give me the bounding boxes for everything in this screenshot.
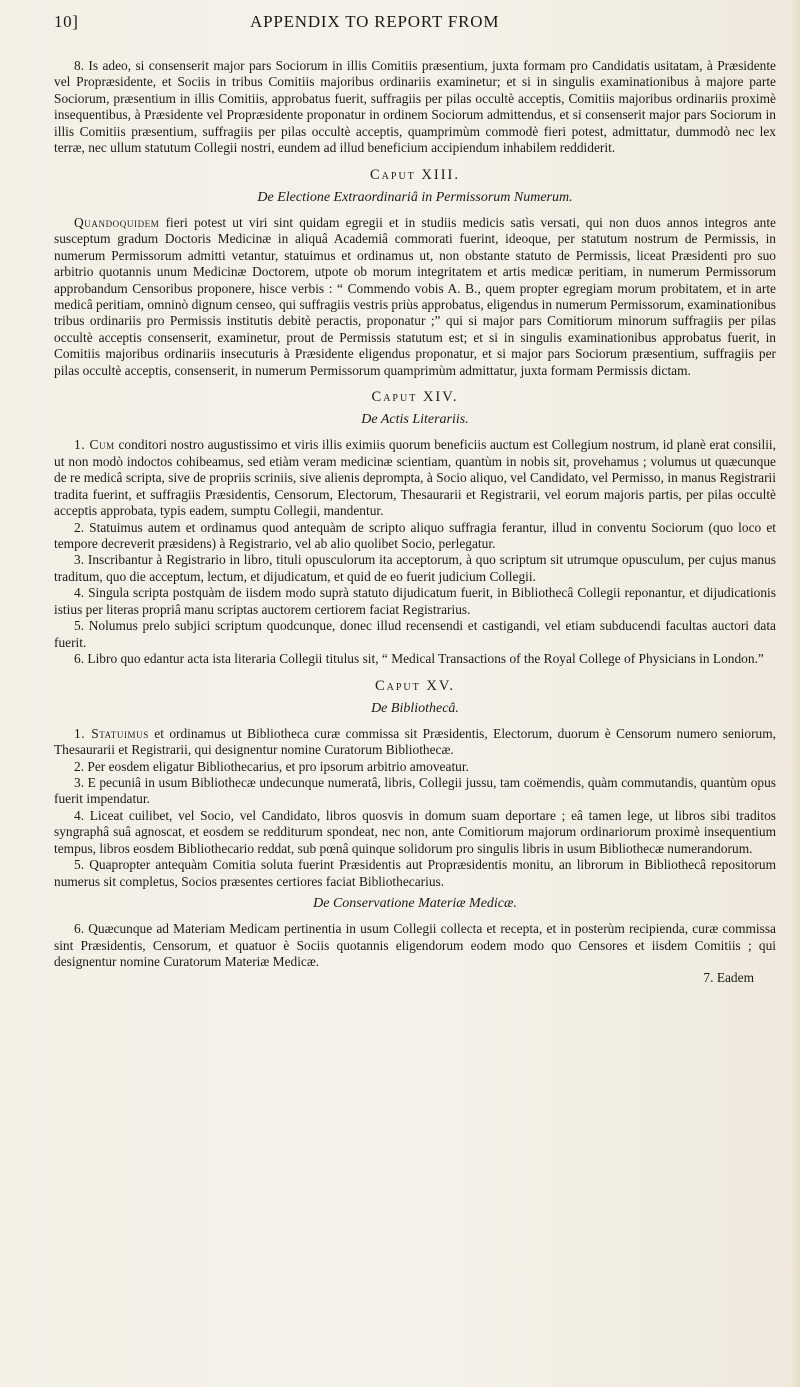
- chapter-heading: Caput XV.: [374, 677, 456, 694]
- chapter-15: [54, 678, 776, 891]
- page-edge-shadow: [790, 0, 800, 1387]
- paragraph: [54, 726, 776, 759]
- paragraph: 2. Per eosdem eligatur Bibliothecarius, et pro ipsorum arbitrio amoveatur.: [74, 758, 469, 774]
- paragraph-lead: Quandoquidem: [74, 214, 160, 230]
- paragraph: 4. Liceat cuilibet, vel Socio, vel Candidato, libros quosvis in domum suam deportare ; eâ tamen lege, ut libros sibi traditos syngraphâ suâ agnoscat, et eosdem se redditurum spondeat, nec non, ante Comitiorum majorum ordinariorum proximè insequentium tempus, libros eosdem Bibliothecario reddat, sub pœnâ quinque solidorum pro singulis libris in usum Bibliothecæ numerandorum.: [54, 807, 776, 856]
- page-number: 10]: [54, 12, 79, 31]
- paragraph: 3. Inscribantur à Registrario in libro, tituli opusculorum ita acceptorum, à quo scriptum sit utrumque opusculum, per cujus manus traditum, quo die acceptum, lectum, et dijudicatum, et quid de eo fuerit judicium Collegii.: [54, 552, 776, 584]
- paragraph: 5. Nolumus prelo subjici scriptum quodcunque, donec illud recensendi et castigandi, vel etiam subducendi facultas auctori data fuerit.: [54, 618, 776, 650]
- paragraph-lead: 1. Cum: [74, 437, 115, 453]
- paragraph: 5. Quapropter antequàm Comitia soluta fuerint Præsidentis aut Propræsidentis monitu, an librorum in Bibliothecâ repositorum numerus sit completus, Socios præsentes certiores faciat Bibliothecarius.: [54, 857, 776, 889]
- paragraph: 3. E pecuniâ in usum Bibliothecæ undecunque numeratâ, libris, Collegii jussu, tam coëmendis, quàm commutandis, quantùm opus fuerit impendatur.: [54, 774, 776, 807]
- section-materia-medica: [54, 896, 776, 970]
- running-title: APPENDIX TO REPORT FROM: [250, 12, 500, 31]
- chapter-subtitle: De Electione Extraordinariâ in Permissorum Numerum.: [257, 189, 573, 205]
- paragraph-text: conditori nostro augustissimo et viris illis eximiis quorum beneficiis auctum est Collegium nostrum, id planè erat consilii, ut non modò indoctos cohibeamus, sed etiàm veram medicinæ scientiam, quantùm in nobis sit, provehamus ; volumus ut quæcunque de re medicâ scripta, sive de propriis scriniis, sive alienis deprompta, à Socio aliquo, vel Candidato, vel Permisso, in manus Registrarii tradita fuerint, et suffragiis Præsidentis, Censorum, Electorum, Thesaurarii et Registrarii, vel eorum majoris partis, per pilas occultè acceptis approbata, typis eadem, sumptu Collegii, mandentur.: [54, 437, 776, 519]
- section-8-paragraph: 8. Is adeo, si consenserit major pars Sociorum in illis Comitiis præsentium, juxta formam pro Candidatis usitatam, à Præsidente vel Propræsidente, et Sociis in tribus Comitiis majoribus ordinariis examinetur; et si in singulis examinationibus à majore parte Sociorum, præsentium in illis Comitiis, approbatus fuerit, suffragiis per pilas occultè acceptis, Comitiis majoribus ordinariis proximè insequentibus, à Præsidente vel Propræsidente proponatur in ordinem Sociorum admittendus, et si consenserit major pars Sociorum in illis Comitiis præsentium, suffragiis per pilas occultè acceptis, quamprimùm commodè fieri potest, admittatur, dummodò nec lex terræ, nec ullum statutum Collegii nostri, eundem ad illud beneficium accipiendum inhabilem reddiderit.: [54, 58, 776, 156]
- paragraph-lead: 1. Statuimus: [74, 725, 149, 741]
- chapter-subtitle: De Actis Literariis.: [361, 412, 469, 428]
- paragraph: 6. Libro quo edantur acta ista literaria Collegii titulus sit, “ Medical Transactions of the Royal College of Physicians in London.”: [74, 651, 764, 667]
- section-subtitle: De Conservatione Materiæ Medicæ.: [313, 896, 517, 912]
- chapter-subtitle: De Bibliothecâ.: [371, 700, 459, 716]
- chapter-heading: Caput XIV.: [371, 389, 459, 406]
- paragraph: 4. Singula scripta postquàm de iisdem modo suprà statuto dijudicatum fuerit, in Bibliothecâ Collegii reponantur, et dijudicationis istius per literas propriâ manu scriptas auctorem certiorem faciat Registrarius.: [54, 585, 776, 617]
- paragraph: [54, 437, 776, 519]
- paragraph: 6. Quæcunque ad Materiam Medicam pertinentia in usum Collegii collecta et recepta, et in posterùm recipienda, curæ commissa sint Præsidentis, Censorum, et quatuor è Sociis quotannis eligendorum eodem modo quo Censores et iisdem Comitiis ; qui designentur nomine Curatorum Materiæ Medicæ.: [54, 921, 776, 970]
- paragraph-text: et ordinamus ut Bibliotheca curæ commissa sit Præsidentis, Electorum, duorum è Censorum numero seniorum, Thesaurarii et Registrarii, qui designentur nomine Curatorum Bibliothecæ.: [54, 725, 776, 758]
- chapter-14: [54, 389, 776, 667]
- catchword: 7. Eadem: [703, 970, 754, 986]
- paragraph: 2. Statuimus autem et ordinamus quod antequàm de scripto aliquo suffragia ferantur, illud in conventu Sociorum (quo loco et tempore decreverit præsidens) à Registrario, vel ab alio quolibet Socio, perlegatur.: [54, 519, 776, 551]
- paragraph: [54, 215, 776, 380]
- running-head: [54, 12, 776, 58]
- paragraph-text: fieri potest ut viri sint quidam egregii et in studiis medicis satìs versati, qui non duos annos integros ante susceptum gradum Doctoris Medicinæ in aliquâ Academiâ commorati fuerint, ideoque, per statutum nostrum de Permissis, in numerum Permissorum admitti vetantur, statuimus et ordinamus ut, non obstante statuto de Permissis, liceat Præsidenti pro suo arbitrio quotannis unum Medicinæ Doctorem, utpote ob morum integritatem et artis medicæ peritiam, in numerum Permissorum approbandum Censoribus proponere, hisce verbis : “ Commendo vobis A. B., quem propter egregiam morum probitatem, et in arte medicâ peritiam, omninò dignum censeo, qui suffragiis vestris priùs approbatus, eligendus in numerum Permissorum, examinationibus tribus ordinariis pro Permissis institutis debitè peractis, proponatur ;” qui si major pars Comitiorum minorum suffragiis per pilas occultè acceptis consenserit, examinetur, prout de Permissis statutum est; et si in singulis examinationibus approbatus fuerit, in Comitiis majoribus ordinariis insecuturis à Præsidente eligendus proponatur, et si major pars Sociorum præsentium, suffragiis per pilas occultè acceptis, consenserit, in numerum Permissorum quamprimùm admittatur, juxta formam Permissis dictam.: [54, 214, 776, 378]
- chapter-heading: Caput XIII.: [370, 166, 460, 183]
- chapter-13: [54, 167, 776, 380]
